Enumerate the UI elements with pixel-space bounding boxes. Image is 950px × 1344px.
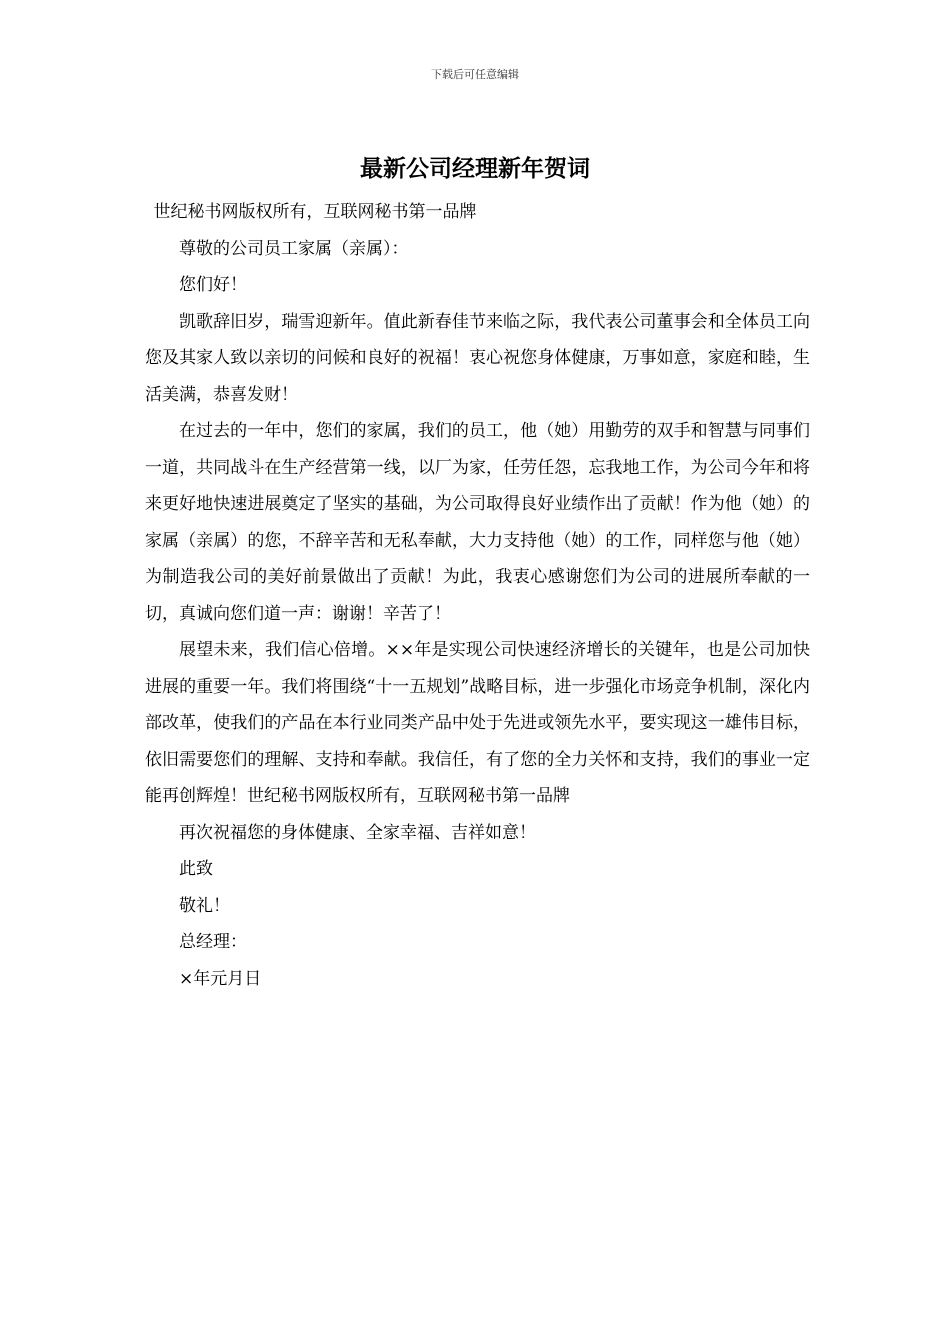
page-header-note: 下载后可任意编辑 <box>431 68 519 81</box>
closing-line-1: 此致 <box>179 859 213 879</box>
salutation: 尊敬的公司员工家属（亲属）： <box>179 238 409 259</box>
paragraph-3: 展望未来，我们信心倍增。××年是实现公司快速经济增长的关键年，也是公司加快进展的重要一年。我们将围绕“十一五规划”战略目标，进一步强化市场竞争机制，深化内部改革，使我们的产品在本行业同类产品中处于先进或领先水平，要实现这一雄伟目标，依旧需要您们的理解、支持和奉献。我信任，有了您的全力关怀和支持，我们的事业一定能再创辉煌！世纪秘书网版权所有，互联网秘书第一品牌 <box>145 640 810 806</box>
closing-line-2: 敬礼！ <box>179 895 230 916</box>
signer: 总经理： <box>179 932 247 952</box>
paragraph-2: 在过去的一年中，您们的家属，我们的员工，他（她）用勤劳的双手和智慧与同事们一道，共同战斗在生产经营第一线，以厂为家，任劳任怨，忘我地工作，为公司今年和将来更好地快速进展奠定了坚实的基础，为公司取得良好业绩作出了贡献！作为他（她）的家属（亲属）的您，不辞辛苦和无私奉献，大力支持他（她）的工作，同样您与他（她）为制造我公司的美好前景做出了贡献！为此，我衷心感谢您们为公司的进展所奉献的一切，真诚向您们道一声：谢谢！辛苦了！ <box>145 421 810 624</box>
document-title: 最新公司经理新年贺词 <box>360 156 590 182</box>
date-line: ×年元月日 <box>179 968 262 989</box>
document-body <box>145 194 810 997</box>
copyright-line: 世纪秘书网版权所有，互联网秘书第一品牌 <box>153 202 477 222</box>
closing-wish: 再次祝福您的身体健康、全家幸福、吉祥如意！ <box>179 822 536 843</box>
greeting: 您们好！ <box>179 275 247 295</box>
paragraph-1: 凯歌辞旧岁，瑞雪迎新年。值此新春佳节来临之际，我代表公司董事会和全体员工向您及其家人致以亲切的问候和良好的祝福！衷心祝您身体健康，万事如意，家庭和睦，生活美满，恭喜发财！ <box>145 311 810 405</box>
